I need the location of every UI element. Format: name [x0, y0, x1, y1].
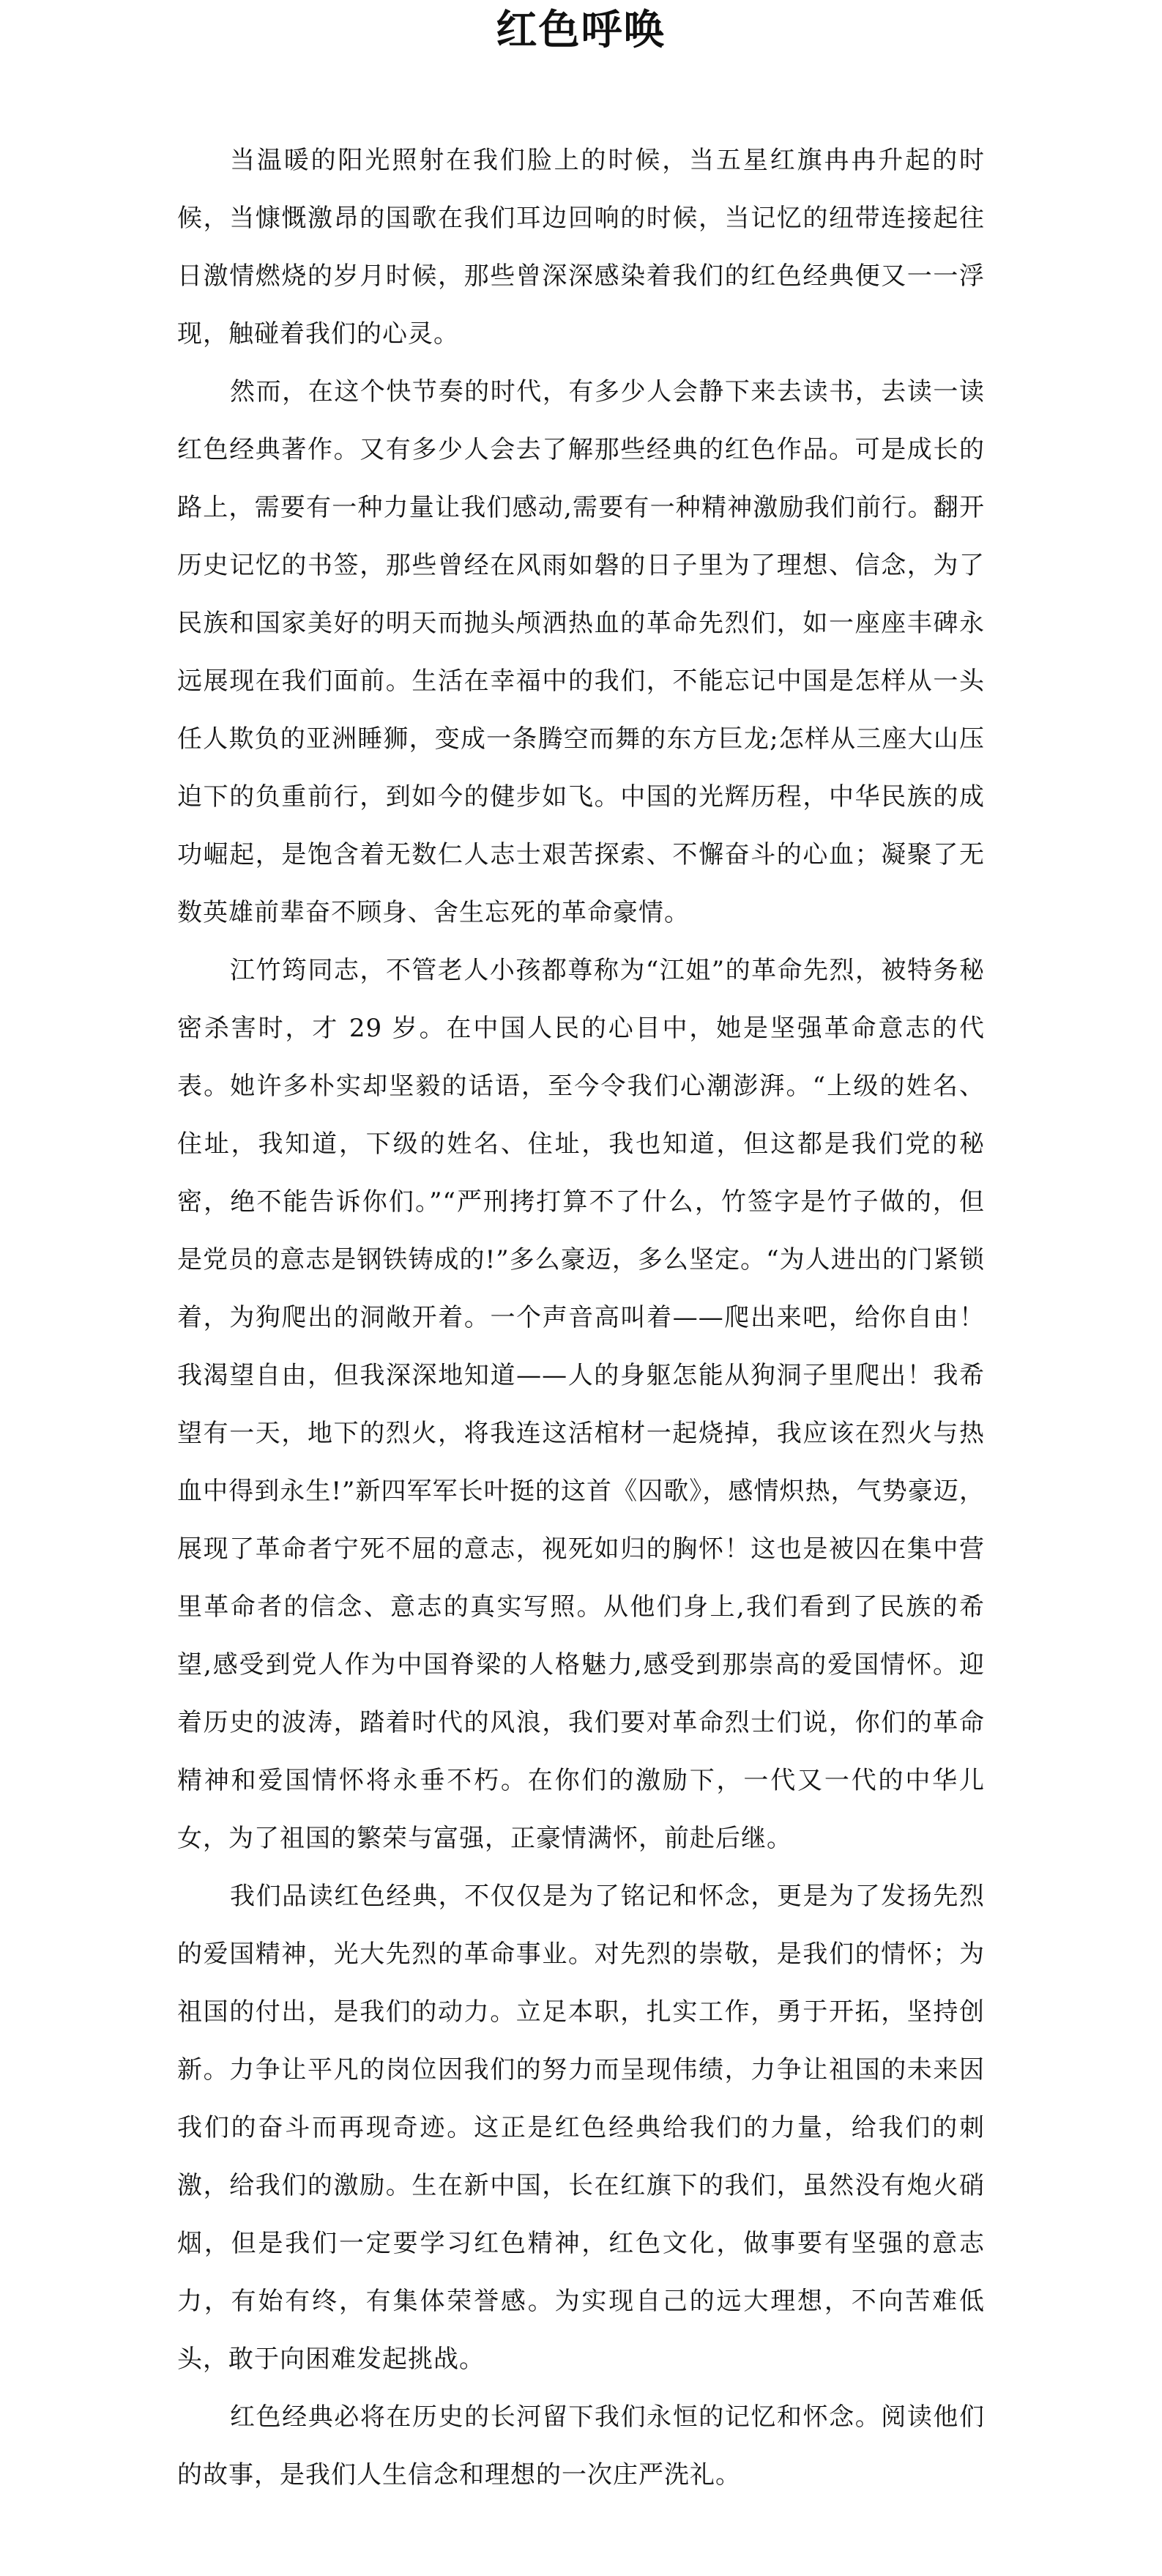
document-body [177, 132, 985, 2504]
paragraph-3: 江竹筠同志，不管老人小孩都尊称为“江姐”的革命先烈，被特务秘密杀害时，才 29 岁。在中国人民的心目中，她是坚强革命意志的代表。她许多朴实却坚毅的话语，至今令我们心潮澎湃。“上级的姓名、住址，我知道，下级的姓名、住址，我也知道，但这都是我们党的秘密，绝不能告诉你们。”“严刑拷打算不了什么，竹签字是竹子做的，但是党员的意志是钢铁铸成的!”多么豪迈，多么坚定。“为人进出的门紧锁着，为狗爬出的洞敞开着。一个声音高叫着——爬出来吧，给你自由！我渴望自由，但我深深地知道——人的身躯怎能从狗洞子里爬出！我希望有一天，地下的烈火，将我连这活棺材一起烧掉，我应该在烈火与热血中得到永生!”新四军军长叶挺的这首《囚歌》，感情炽热，气势豪迈，展现了革命者宁死不屈的意志，视死如归的胸怀！这也是被囚在集中营里革命者的信念、意志的真实写照。从他们身上,我们看到了民族的希望,感受到党人作为中国脊梁的人格魅力,感受到那崇高的爱国情怀。迎着历史的波涛，踏着时代的风浪，我们要对革命烈士们说，你们的革命精神和爱国情怀将永垂不朽。在你们的激励下，一代又一代的中华儿女，为了祖国的繁荣与富强，正豪情满怀，前赴后继。 [177, 956, 985, 1853]
paragraph-4: 我们品读红色经典，不仅仅是为了铭记和怀念，更是为了发扬先烈的爱国精神，光大先烈的革命事业。对先烈的崇敬，是我们的情怀；为祖国的付出，是我们的动力。立足本职，扎实工作，勇于开拓，坚持创新。力争让平凡的岗位因我们的努力而呈现伟绩，力争让祖国的未来因我们的奋斗而再现奇迹。这正是红色经典给我们的力量，给我们的刺激，给我们的激励。生在新中国，长在红旗下的我们，虽然没有炮火硝烟，但是我们一定要学习红色精神，红色文化，做事要有坚强的意志力，有始有终，有集体荣誉感。为实现自己的远大理想，不向苦难低头，敢于向困难发起挑战。 [177, 1882, 985, 2374]
document-title: 红色呼唤 [496, 7, 666, 54]
paragraph-1: 当温暖的阳光照射在我们脸上的时候，当五星红旗冉冉升起的时候，当慷慨激昂的国歌在我们耳边回响的时候，当记忆的纽带连接起往日激情燃烧的岁月时候，那些曾深深感染着我们的红色经典便又一一浮现，触碰着我们的心灵。 [177, 146, 985, 349]
paragraph-2: 然而，在这个快节奏的时代，有多少人会静下来去读书，去读一读红色经典著作。又有多少人会去了解那些经典的红色作品。可是成长的路上，需要有一种力量让我们感动,需要有一种精神激励我们前行。翻开历史记忆的书签，那些曾经在风雨如磐的日子里为了理想、信念，为了民族和国家美好的明天而抛头颅洒热血的革命先烈们，如一座座丰碑永远展现在我们面前。生活在幸福中的我们，不能忘记中国是怎样从一头任人欺负的亚洲睡狮，变成一条腾空而舞的东方巨龙;怎样从三座大山压迫下的负重前行，到如今的健步如飞。中国的光辉历程，中华民族的成功崛起，是饱含着无数仁人志士艰苦探索、不懈奋斗的心血；凝聚了无数英雄前辈奋不顾身、舍生忘死的革命豪情。 [177, 377, 985, 927]
paragraph-5: 红色经典必将在历史的长河留下我们永恒的记忆和怀念。阅读他们的故事，是我们人生信念和理想的一次庄严洗礼。 [177, 2402, 985, 2490]
